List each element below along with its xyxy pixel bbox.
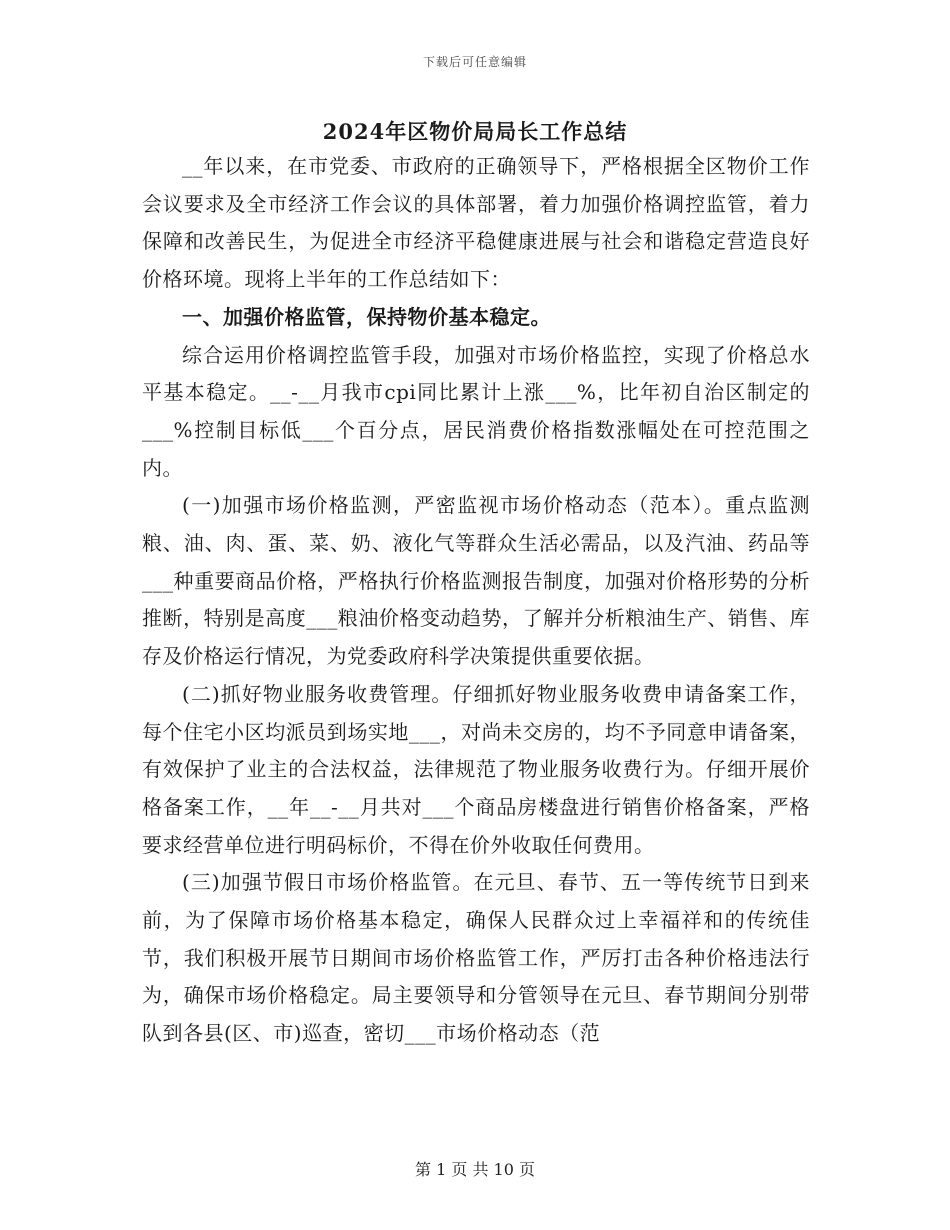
document-body	[142, 148, 810, 1053]
section-1-paragraph: 综合运用价格调控监管手段，加强对市场价格监控，实现了价格总水平基本稳定。__-__月我市cpi同比累计上涨___%，比年初自治区制定的___%控制目标低___个百分点，居民消费价格指数涨幅处在可控范围之内。	[142, 342, 810, 480]
page-footer: 第 1 页 共 10 页	[415, 1160, 535, 1179]
intro-paragraph: __年以来，在市党委、市政府的正确领导下，严格根据全区物价工作会议要求及全市经济工作会议的具体部署，着力加强价格调控监管，着力保障和改善民生，为促进全市经济平稳健康进展与社会和谐稳定营造良好价格环境。现将上半年的工作总结如下：	[142, 154, 810, 292]
subsection-3-paragraph: (三)加强节假日市场价格监管。在元旦、春节、五一等传统节日到来前，为了保障市场价格基本稳定，确保人民群众过上幸福祥和的传统佳节，我们积极开展节日期间市场价格监管工作，严厉打击各种价格违法行为，确保市场价格稳定。局主要领导和分管领导在元旦、春节期间分别带队到各县(区、市)巡查，密切___市场价格动态（范	[142, 870, 810, 1046]
section-heading-1: 一、加强价格监管，保持物价基本稳定。	[182, 304, 551, 329]
header-note: 下载后可任意编辑	[422, 55, 527, 69]
document-title: 2024年区物价局局长工作总结	[322, 119, 628, 144]
subsection-1-paragraph: (一)加强市场价格监测，严密监视市场价格动态（范本）。重点监测粮、油、肉、蛋、菜、奶、液化气等群众生活必需品，以及汽油、药品等___种重要商品价格，严格执行价格监测报告制度，加强对价格形势的分析推断，特别是高度___粮油价格变动趋势，了解并分析粮油生产、销售、库存及价格运行情况，为党委政府科学决策提供重要依据。	[142, 493, 810, 669]
subsection-2-paragraph: (二)抓好物业服务收费管理。仔细抓好物业服务收费申请备案工作，每个住宅小区均派员到场实地___，对尚未交房的，均不予同意申请备案，有效保护了业主的合法权益，法律规范了物业服务收费行为。仔细开展价格备案工作，__年__-__月共对___个商品房楼盘进行销售价格备案，严格要求经营单位进行明码标价，不得在价外收取任何费用。	[142, 681, 810, 857]
